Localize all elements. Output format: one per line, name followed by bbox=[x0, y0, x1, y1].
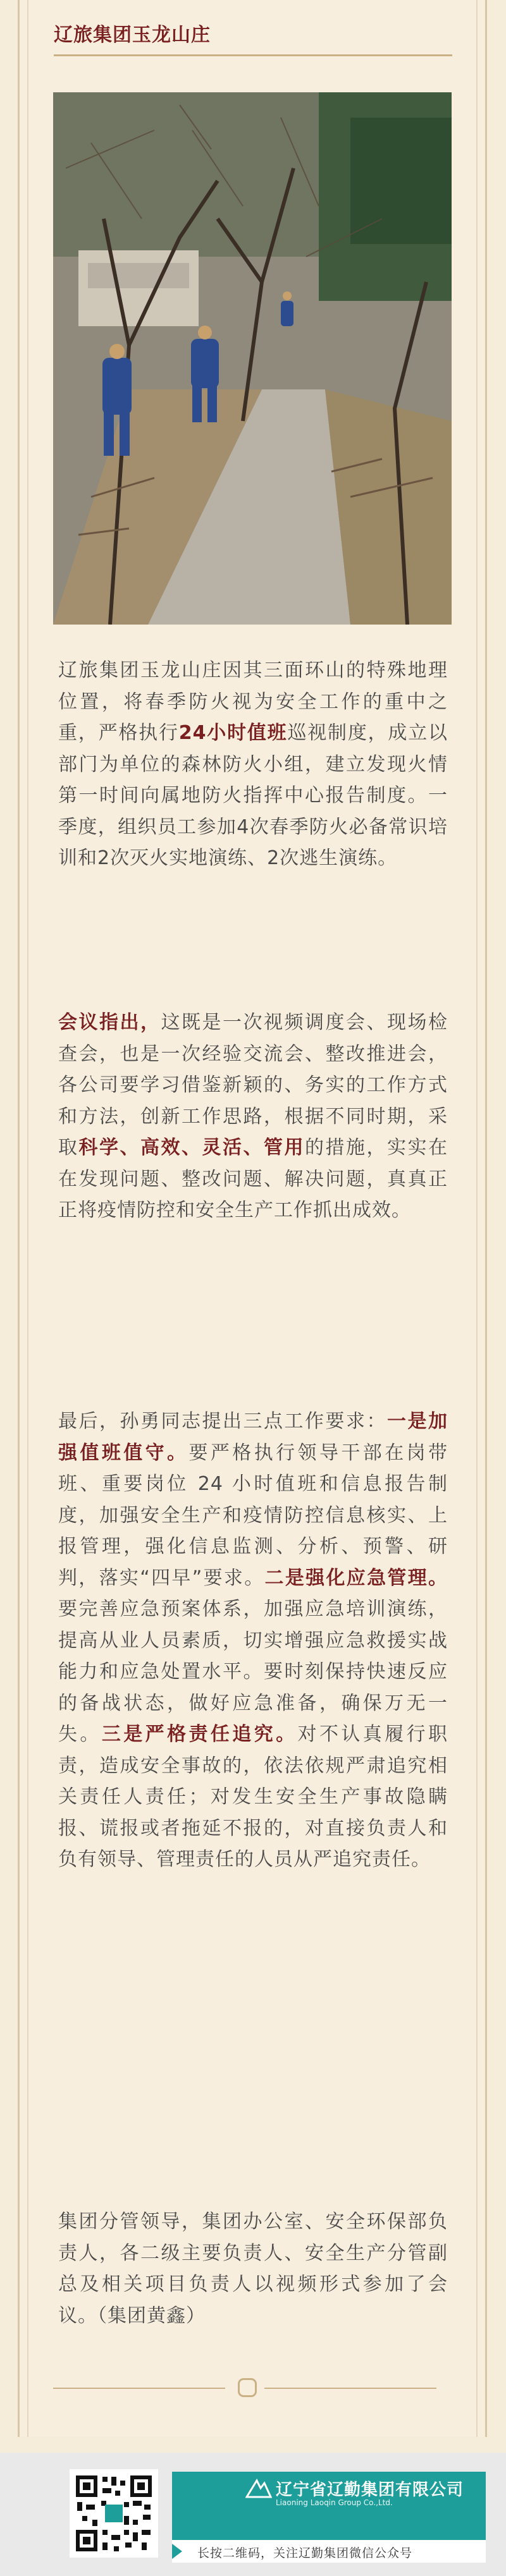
highlight-requirement-2: 二是强化应急管理。 bbox=[264, 1566, 448, 1589]
company-name-en: Liaoning Laoqin Group Co.,Ltd. bbox=[276, 2498, 393, 2507]
paragraph-3 bbox=[58, 1406, 448, 1876]
paragraph-4: 集团分管领导，集团办公室、安全环保部负责人，各二级主要负责人、安全生产分管副总及相关项目负责人以视频形式参加了会议。（集团黄鑫） bbox=[58, 2211, 448, 2327]
paragraph-1 bbox=[58, 655, 448, 874]
article-photo bbox=[53, 92, 452, 625]
paragraph-3-text-e: 要完善应急预案体系，加强应急培训演练，提高从业人员素质，切实增强应急救援实战能力和应急处置水平。要时刻保持快速反应的备战状态，做好应急准备，确保万无一失。 bbox=[58, 1598, 448, 1745]
end-divider-left bbox=[53, 2388, 225, 2389]
footer bbox=[0, 2453, 506, 2576]
end-divider-right bbox=[264, 2388, 436, 2389]
paragraph-2 bbox=[58, 1007, 448, 1226]
paragraph-1-text-a: 辽旅集团玉龙山庄因其三面环山的特殊地理位置，将春季防火视为安全工作的重中之重，严格执行 bbox=[58, 659, 448, 744]
divider-knot-icon bbox=[238, 2378, 257, 2397]
highlight-24h-duty: 24小时值班 bbox=[178, 722, 288, 744]
highlight-meeting-noted: 会议指出， bbox=[58, 1011, 161, 1034]
paragraph-3-text-c: 要严格执行领导干部在岗带班、重要岗位 24 小时值班和信息报告制度，加强安全生产和疫情防控信息核实、上报管理，强化信息监测、分析、预警、研判，落实“四早”要求。 bbox=[58, 1441, 448, 1589]
paragraph-3-text-g: 对不认真履行职责，造成安全事故的，依法依规严肃追究相关责任人责任；对发生安全生产事故隐瞒报、谎报或者拖延不报的，对直接负责人和负有领导、管理责任的人员从严追究责任。 bbox=[58, 1723, 448, 1871]
highlight-measures: 科学、高效、灵活、管用 bbox=[78, 1137, 305, 1159]
qr-code-icon[interactable] bbox=[70, 2469, 158, 2558]
article-title: 辽旅集团玉龙山庄 bbox=[54, 24, 211, 46]
paragraph-2-text-b: 这既是一次视频调度会、现场检查会，也是一次经验交流会、整改推进会，各公司要学习借鉴新颖的、务实的工作方式和方法，创新工作思路，根据不同时期，采取 bbox=[58, 1011, 448, 1159]
paragraph-2-text-d: 的措施，实实在在发现问题、整改问题、解决问题，真真正正将疫情防控和安全生产工作抓出成效。 bbox=[58, 1137, 448, 1221]
qr-caption: 长按二维码，关注辽勤集团微信公众号 bbox=[197, 2546, 413, 2560]
caption-arrow-icon bbox=[172, 2544, 182, 2559]
paragraph-1-text-c: 巡视制度，成立以部门为单位的森林防火小组，建立发现火情第一时间向属地防火指挥中心报告制度。一季度，组织员工参加4次春季防火必备常识培训和2次灭火实地演练、2次逃生演练。 bbox=[58, 722, 448, 869]
company-name: 辽宁省辽勤集团有限公司 bbox=[276, 2481, 464, 2500]
paragraph-3-text-a: 最后，孙勇同志提出三点工作要求： bbox=[58, 1410, 387, 1432]
highlight-requirement-3: 三是严格责任追究。 bbox=[101, 1723, 298, 1745]
company-logo-icon bbox=[245, 2478, 272, 2500]
title-underline bbox=[54, 54, 452, 56]
highlight-requirement-1: 一是加强值班值守。 bbox=[58, 1410, 448, 1464]
